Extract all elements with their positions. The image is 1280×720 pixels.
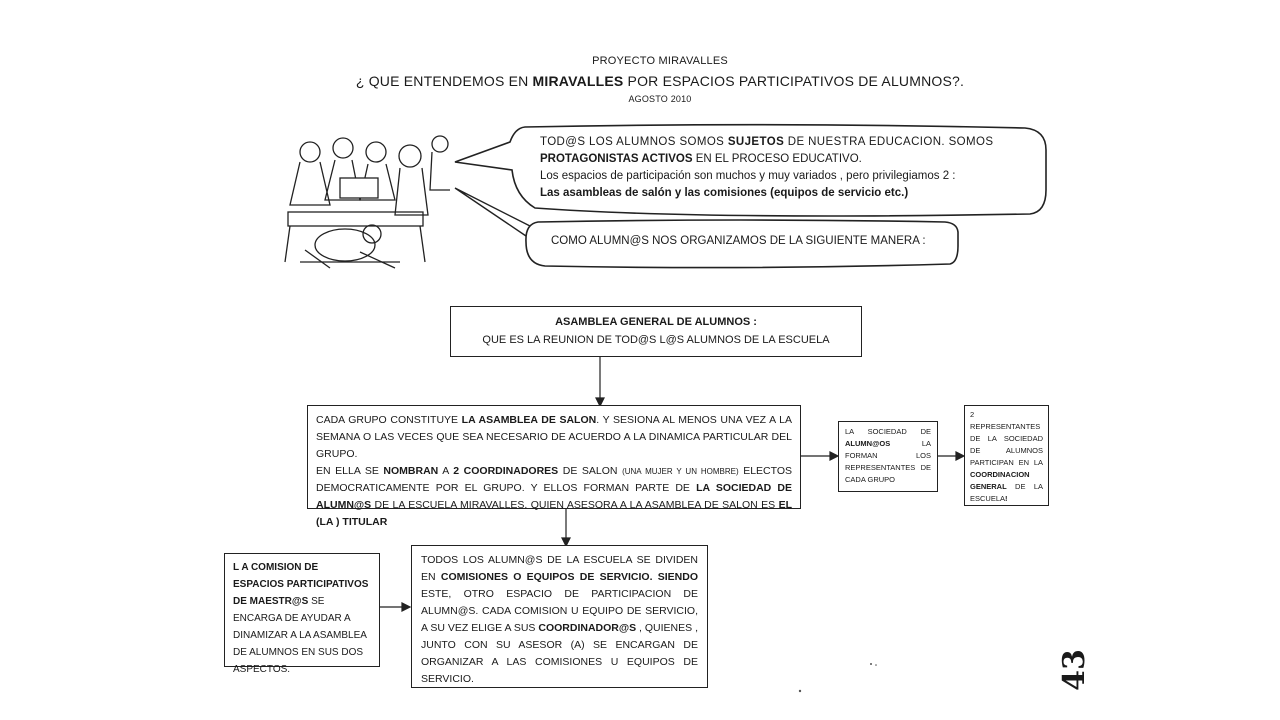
bubble-line-2 xyxy=(540,151,1018,168)
comisiones-b: COMISIONES O EQUIPOS DE SERVICIO. SIENDO xyxy=(440,571,699,583)
representantes-text xyxy=(970,409,1043,505)
bubble-secondary-text: COMO ALUMN@S NOS ORGANIZAMOS DE LA SIGUIENTE MANERA : xyxy=(551,235,926,247)
bubble-line-1-a: TOD@S LOS ALUMNOS SOMOS xyxy=(540,136,728,148)
comisiones-d: COORDINADOR@S xyxy=(538,622,637,634)
question-part-1: ¿ QUE ENTENDEMOS EN xyxy=(355,73,533,89)
representantes-a: 2 REPRESENTANTES DE LA SOCIEDAD DE ALUMNOS PARTICIPAN EN LA xyxy=(970,410,1043,467)
comision-espacios-box xyxy=(224,553,380,675)
sociedad-box xyxy=(838,421,938,492)
comision-espacios-b: SE ENCARGA DE AYUDAR A DINAMIZAR A LA ASAMBLEA DE ALUMNOS EN SUS DOS ASPECTOS. xyxy=(233,596,367,675)
page-number: 43 xyxy=(1057,649,1092,691)
asamblea-salon-paragraph-1 xyxy=(316,412,792,463)
salon-p2-c: A xyxy=(438,465,454,477)
comisiones-a: TODOS LOS ALUMN@S DE LA ESCUELA SE DIVIDEN EN xyxy=(421,554,698,583)
bubble-line-1 xyxy=(540,134,1018,151)
salon-p2-h: LA SOCIEDAD DE ALUMN@S xyxy=(316,482,792,511)
comision-espacios-a: L A COMISION DE ESPACIOS PARTICIPATIVOS DE MAESTR@S xyxy=(233,562,369,607)
asamblea-general-box xyxy=(450,306,862,357)
salon-p2-b: NOMBRAN xyxy=(383,465,439,477)
comisiones-box xyxy=(411,545,708,688)
bubble-line-3: Los espacios de participación son muchos y muy variados , pero privilegiamos 2 : xyxy=(540,170,956,182)
salon-p2-g: ELECTOS DEMOCRATICAMENTE POR EL GRUPO. Y ELLOS FORMAN PARTE DE xyxy=(316,465,793,494)
bubble-line-1-c: DE NUESTRA EDUCACION. SOMOS xyxy=(784,136,994,148)
speech-pointer-secondary xyxy=(455,188,530,236)
bubble-line-4: Las asambleas de salón y las comisiones (equipos de servicio etc.) xyxy=(540,187,909,199)
salon-p2-a: EN ELLA SE xyxy=(316,465,384,477)
project-title: PROYECTO MIRAVALLES xyxy=(592,55,728,67)
bubble-main-text xyxy=(540,134,1018,202)
comisiones-e: , QUIENES , JUNTO CON SU ASESOR (A) SE ENCARGAN DE ORGANIZAR A LAS COMISIONES U EQUIPOS DE SERVICIO. xyxy=(421,622,698,685)
children-illustration xyxy=(285,136,450,268)
asamblea-general-title: ASAMBLEA GENERAL DE ALUMNOS : xyxy=(555,316,757,328)
representantes-d: ! xyxy=(1005,494,1008,503)
representantes-c: DE LA ESCUELA xyxy=(970,482,1043,503)
salon-p1-b: LA ASAMBLEA DE SALON xyxy=(461,414,597,426)
asamblea-salon-box xyxy=(307,405,801,528)
comision-espacios-text xyxy=(233,559,371,678)
salon-p1-a: CADA GRUPO CONSTITUYE xyxy=(316,414,462,426)
sociedad-c: LA FORMAN LOS REPRESENTANTES DE CADA GRUPO xyxy=(845,439,931,484)
salon-p2-f: (UNA MUJER Y UN HOMBRE) xyxy=(622,467,739,476)
representantes-box xyxy=(964,405,1049,506)
comisiones-c: ESTE, OTRO ESPACIO DE PARTICIPACION DE ALUMN@S. CADA COMISION U EQUIPO DE SERVICIO, A SU VEZ ELIGE A SUS xyxy=(421,588,698,634)
comisiones-text xyxy=(421,552,698,688)
sociedad-b: ALUMN@OS xyxy=(845,439,891,448)
asamblea-salon-paragraph-2 xyxy=(316,463,792,531)
salon-p2-i: DE LA ESCUELA MIRAVALLES. QUIEN ASESORA A LA ASAMBLEA DE SALON ES xyxy=(371,499,779,511)
bubble-line-2-a: PROTAGONISTAS ACTIVOS xyxy=(540,153,693,165)
salon-p2-e: DE SALON xyxy=(558,465,623,477)
question-part-3: POR ESPACIOS PARTICIPATIVOS DE ALUMNOS?. xyxy=(623,73,965,89)
representantes-b: COORDINACION GENERAL xyxy=(970,470,1030,491)
salon-p1-c: . Y SESIONA AL MENOS UNA VEZ A LA SEMANA O LAS VECES QUE SEA NECESARIO DE ACUERDO A LA DINAMICA PARTICULAR DEL GRUPO. xyxy=(316,414,792,460)
sociedad-a: LA SOCIEDAD DE xyxy=(845,427,931,436)
asamblea-general-subtitle: QUE ES LA REUNION DE TOD@S L@S ALUMNOS DE LA ESCUELA xyxy=(482,334,830,346)
salon-p2-j: EL (LA ) TITULAR xyxy=(316,499,792,528)
salon-p2-d: 2 COORDINADORES xyxy=(453,465,559,477)
document-date: AGOSTO 2010 xyxy=(628,94,692,104)
question-part-2: MIRAVALLES xyxy=(532,73,624,89)
sociedad-text xyxy=(845,426,931,486)
bubble-line-1-b: SUJETOS xyxy=(727,136,785,148)
bubble-line-2-b: EN EL PROCESO EDUCATIVO. xyxy=(692,153,862,165)
